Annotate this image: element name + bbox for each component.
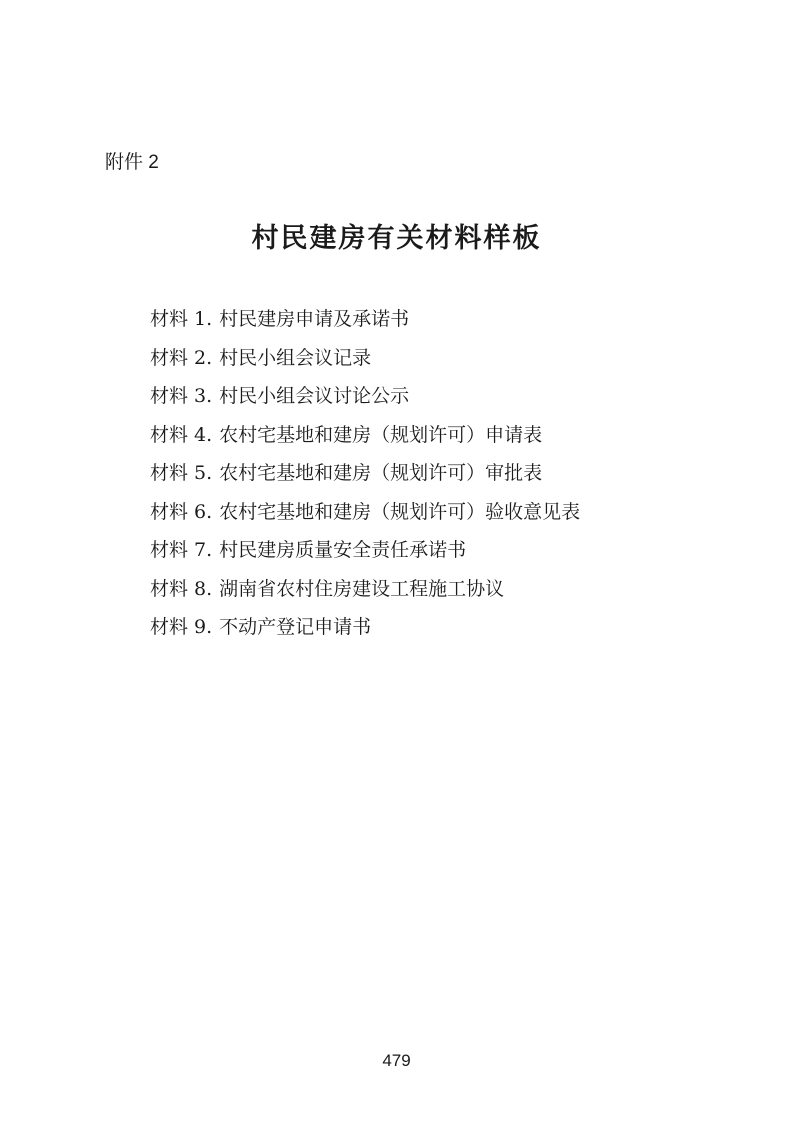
- material-item-4: [150, 420, 580, 459]
- material-item-7: [150, 535, 580, 574]
- material-name: 村民建房申请及承诺书: [219, 308, 410, 330]
- material-number: 材料 8.: [150, 577, 213, 600]
- material-number: 材料 9.: [150, 616, 213, 638]
- material-number: 材料 5.: [150, 462, 213, 484]
- attachment-label: 附件 2: [105, 152, 159, 173]
- page-number: 479: [382, 1051, 411, 1070]
- material-number: 材料 6.: [150, 500, 213, 523]
- material-list: [150, 304, 580, 651]
- material-name: 不动产登记申请书: [219, 616, 372, 638]
- material-number: 材料 4.: [150, 423, 213, 446]
- material-name: 农村宅基地和建房（规划许可）验收意见表: [219, 500, 581, 523]
- material-name: 村民小组会议讨论公示: [219, 385, 410, 407]
- material-name: 农村宅基地和建房（规划许可）申请表: [219, 423, 543, 446]
- material-number: 材料 2.: [150, 346, 213, 369]
- material-item-6: [150, 497, 580, 536]
- material-item-8: [150, 574, 580, 613]
- material-number: 材料 7.: [150, 539, 213, 561]
- material-number: 材料 3.: [150, 385, 213, 407]
- material-name: 湖南省农村住房建设工程施工协议: [219, 577, 505, 600]
- material-item-3: [150, 381, 580, 420]
- material-item-2: [150, 343, 580, 382]
- material-name: 村民小组会议记录: [219, 346, 372, 369]
- material-item-9: [150, 612, 580, 651]
- material-name: 农村宅基地和建房（规划许可）审批表: [219, 462, 543, 484]
- material-item-5: [150, 458, 580, 497]
- material-number: 材料 1.: [150, 308, 213, 330]
- document-title: 村民建房有关材料样板: [251, 223, 542, 254]
- material-item-1: [150, 304, 580, 343]
- material-name: 村民建房质量安全责任承诺书: [219, 539, 467, 561]
